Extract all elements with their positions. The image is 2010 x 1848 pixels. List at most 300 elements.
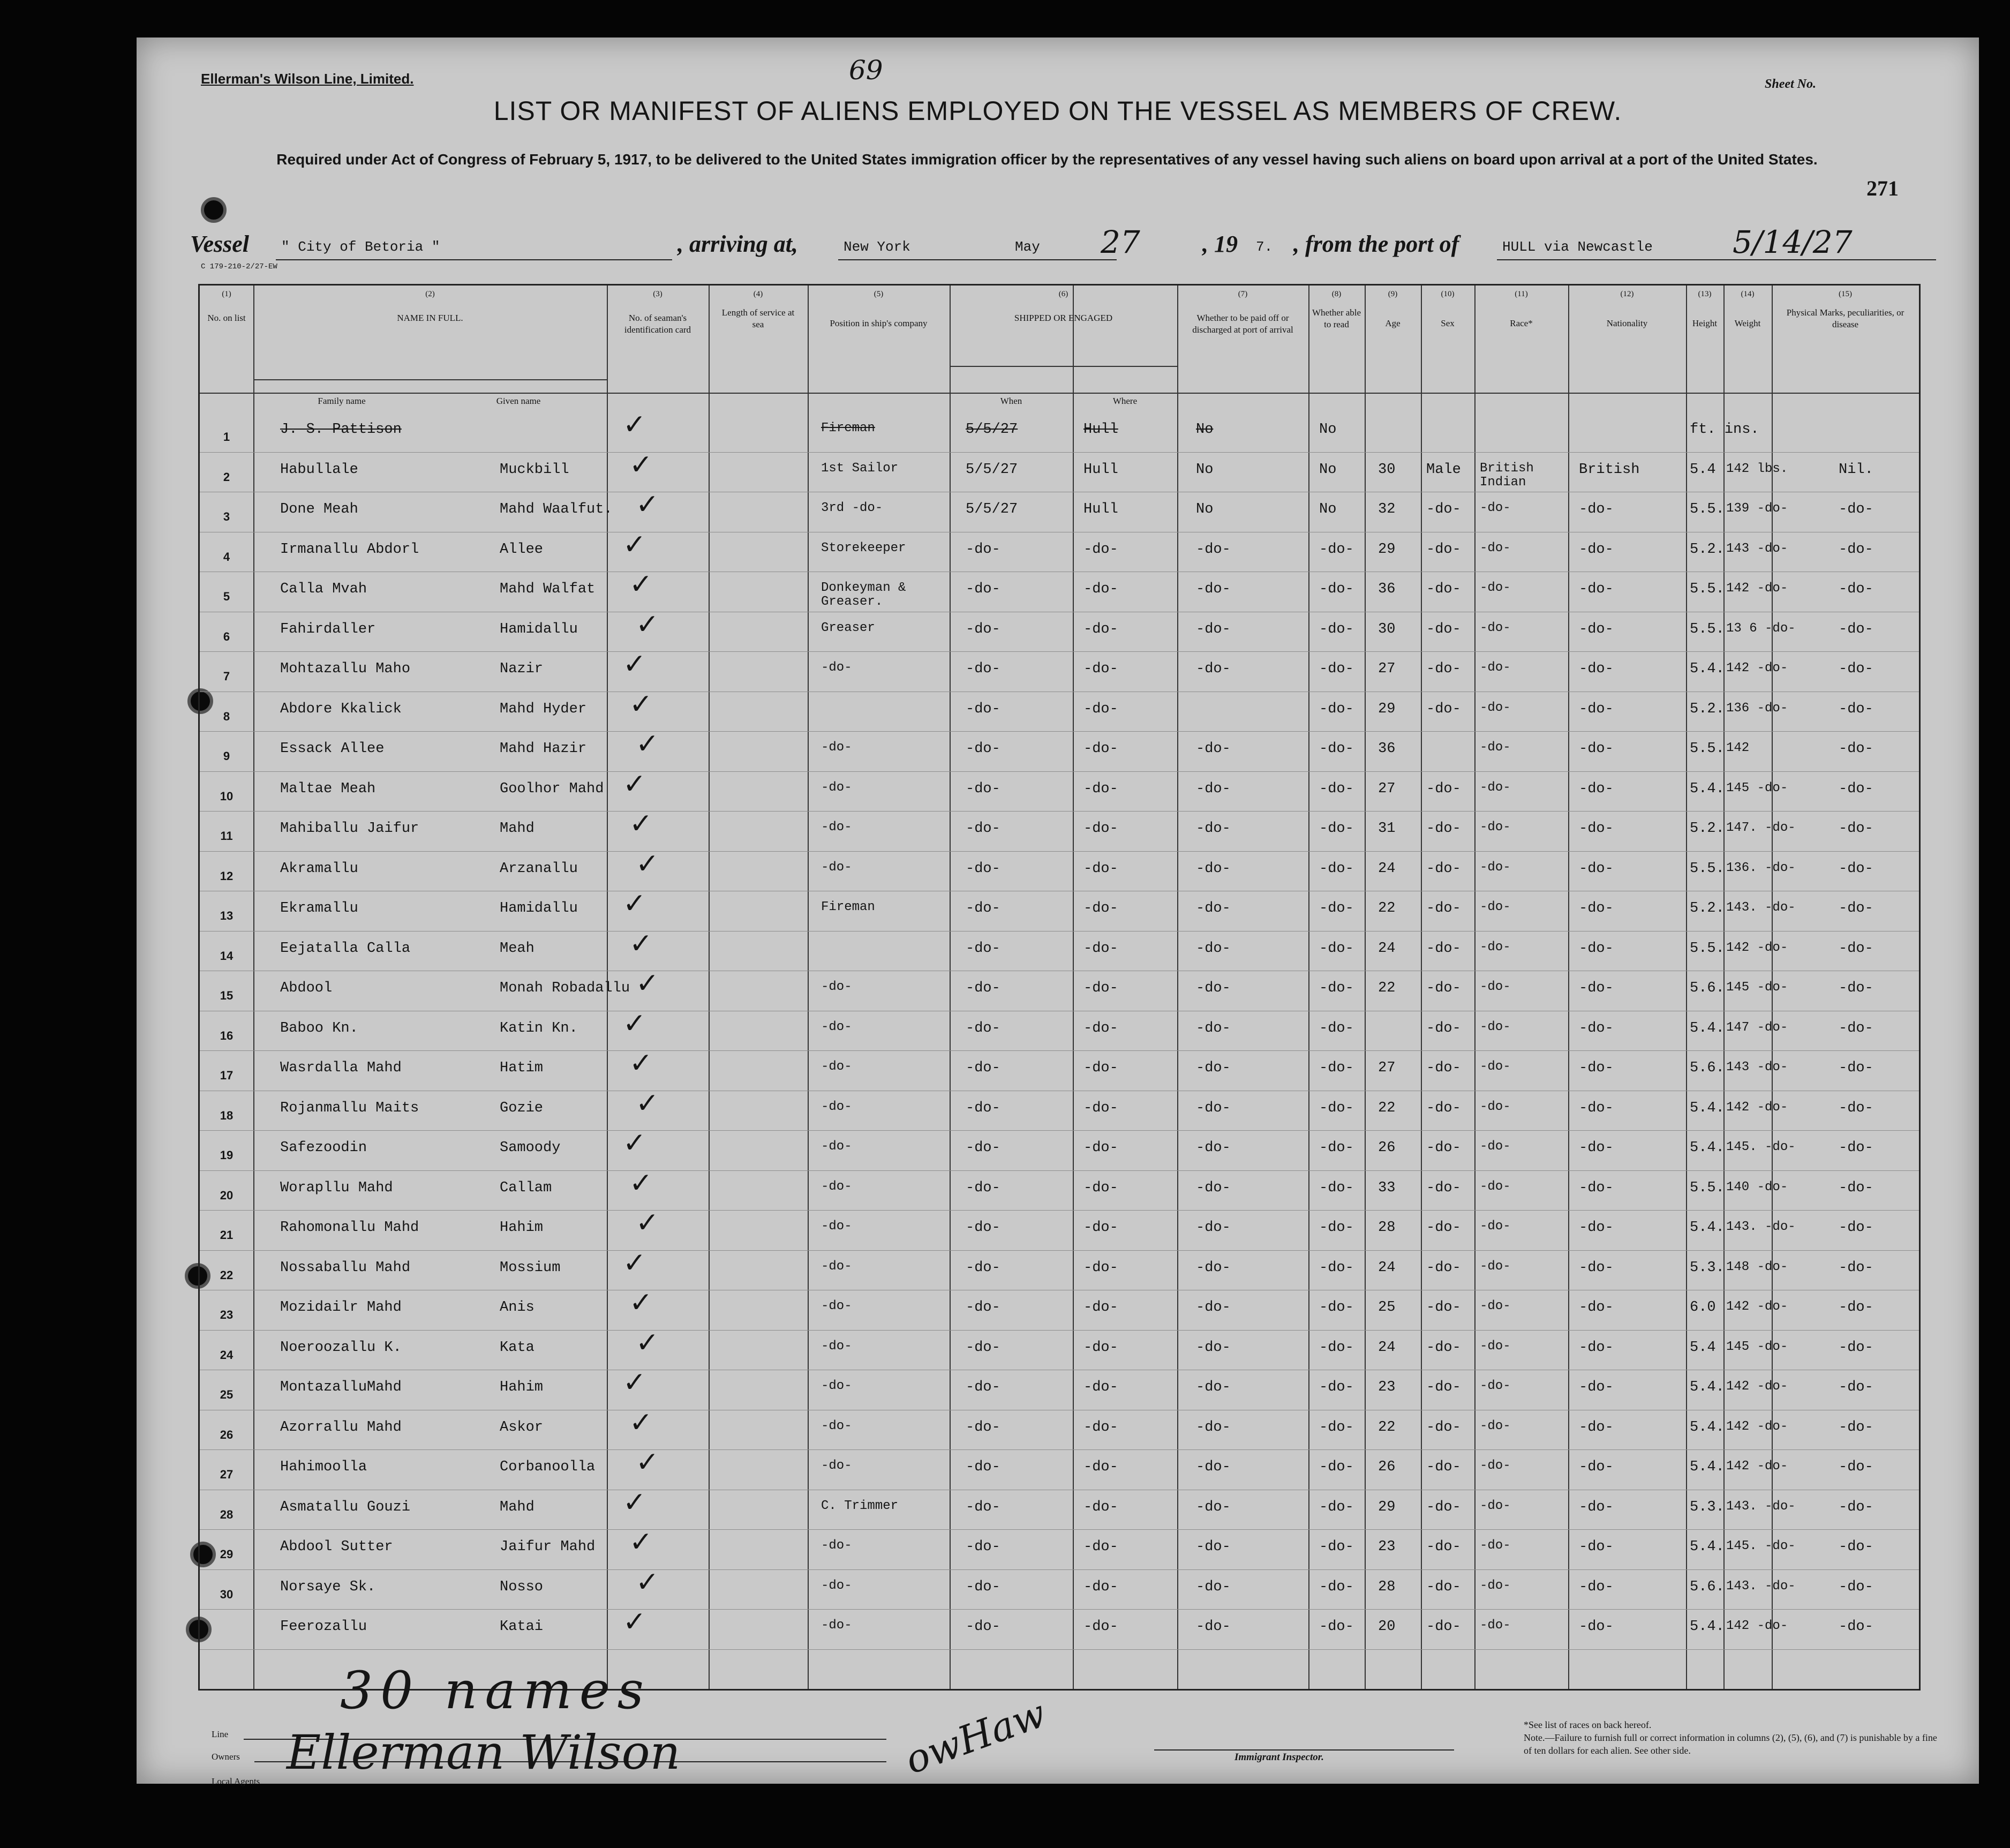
- inspector-label: Immigrant Inspector.: [1234, 1752, 1324, 1763]
- height-cell: ft. ins.: [1690, 422, 1759, 438]
- nationality-cell: -do-: [1579, 1579, 1614, 1595]
- shipped-when-cell: -do-: [966, 1020, 1000, 1036]
- paid-off-cell: -do-: [1196, 1459, 1231, 1475]
- weight-cell: 147 -do-: [1726, 1020, 1788, 1035]
- position-cell: 3rd -do-: [821, 501, 883, 515]
- race-cell: -do-: [1480, 1339, 1511, 1354]
- able-to-read-cell: -do-: [1319, 1020, 1354, 1036]
- paid-off-cell: -do-: [1196, 661, 1231, 677]
- shipped-where-cell: -do-: [1083, 661, 1118, 677]
- height-cell: 5.5.: [1690, 940, 1725, 957]
- shipped-when-cell: -do-: [966, 661, 1000, 677]
- row-number: 18: [220, 1108, 234, 1122]
- height-cell: 5.4.: [1690, 1100, 1725, 1116]
- height-cell: 5.4.: [1690, 1539, 1725, 1555]
- position-cell: -do-: [821, 1418, 852, 1433]
- age-cell: 24: [1378, 860, 1396, 877]
- nationality-cell: -do-: [1579, 980, 1614, 996]
- family-name-cell: Essack Allee: [280, 741, 385, 757]
- race-cell: -do-: [1480, 1060, 1511, 1074]
- sex-cell: -do-: [1426, 701, 1461, 717]
- family-name-cell: Done Meah: [280, 501, 358, 517]
- check-mark-icon: ✓: [623, 1127, 646, 1159]
- shipped-when-cell: -do-: [966, 900, 1000, 917]
- race-cell: -do-: [1480, 1019, 1511, 1034]
- page-number-handwritten: 69: [849, 55, 883, 86]
- position-cell: Storekeeper: [821, 540, 906, 555]
- weight-cell: 13 6 -do-: [1726, 621, 1796, 636]
- sex-cell: -do-: [1426, 581, 1461, 597]
- check-mark-icon: ✓: [623, 409, 646, 441]
- race-cell: -do-: [1480, 1618, 1511, 1633]
- row-number: 17: [220, 1069, 234, 1082]
- age-cell: 22: [1378, 1100, 1396, 1116]
- shipped-where-cell: -do-: [1083, 621, 1118, 637]
- weight-cell: 148 -do-: [1726, 1259, 1788, 1274]
- shipped-where-cell: -do-: [1083, 1100, 1118, 1116]
- nationality-cell: -do-: [1579, 501, 1614, 517]
- able-to-read-cell: -do-: [1319, 980, 1354, 996]
- given-name-cell: Allee: [500, 541, 544, 558]
- age-cell: 25: [1378, 1299, 1396, 1316]
- age-cell: 26: [1378, 1459, 1396, 1475]
- able-to-read-cell: -do-: [1319, 1419, 1354, 1436]
- row-number: 6: [223, 629, 230, 643]
- sex-cell: -do-: [1426, 1539, 1461, 1555]
- manifest-table: [198, 284, 1921, 1691]
- weight-cell: 147. -do-: [1726, 821, 1796, 835]
- shipped-when-cell: -do-: [966, 1299, 1000, 1316]
- paid-off-cell: -do-: [1196, 581, 1231, 597]
- family-name-cell: Safezoodin: [280, 1140, 367, 1156]
- given-name-cell: Samoody: [500, 1140, 561, 1156]
- height-cell: 5.4.: [1690, 1220, 1725, 1236]
- manifest-sheet: [137, 37, 1979, 1784]
- race-cell: -do-: [1480, 1299, 1511, 1313]
- col-number: (12): [1620, 290, 1634, 298]
- sex-cell: -do-: [1426, 541, 1461, 558]
- given-name-cell: Nazir: [500, 661, 544, 677]
- family-name-cell: Rahomonallu Mahd: [280, 1220, 419, 1236]
- family-name-cell: Azorrallu Mahd: [280, 1419, 402, 1436]
- from-label: , from the port of: [1293, 231, 1459, 257]
- able-to-read-cell: -do-: [1319, 541, 1354, 558]
- punch-hole: [201, 197, 227, 223]
- able-to-read-cell: -do-: [1319, 1060, 1354, 1076]
- weight-cell: 142 -do-: [1726, 1459, 1788, 1474]
- sex-cell: -do-: [1426, 1259, 1461, 1276]
- check-mark-icon: ✓: [629, 1047, 653, 1079]
- family-name-cell: Fahirdaller: [280, 621, 376, 637]
- header-sex: Sex: [1441, 318, 1455, 328]
- weight-cell: 145 -do-: [1726, 780, 1788, 795]
- row-number: 7: [223, 670, 230, 683]
- able-to-read-cell: No: [1319, 501, 1337, 517]
- shipped-when-cell: -do-: [966, 701, 1000, 717]
- position-cell: -do-: [821, 660, 852, 675]
- able-to-read-cell: -do-: [1319, 780, 1354, 797]
- family-name-cell: Abdool: [280, 980, 333, 996]
- weight-cell: 136. -do-: [1726, 860, 1796, 875]
- header-position: Position in ship's company: [830, 318, 928, 328]
- position-cell: -do-: [821, 1060, 852, 1074]
- check-mark-icon: ✓: [629, 1406, 653, 1439]
- given-name-cell: Arzanallu: [500, 860, 578, 877]
- paid-off-cell: No: [1196, 501, 1214, 517]
- row-number: 25: [220, 1388, 234, 1401]
- height-cell: 5.4.: [1690, 1140, 1725, 1156]
- paid-off-cell: -do-: [1196, 1539, 1231, 1555]
- physical-marks-cell: -do-: [1839, 1619, 1873, 1635]
- check-mark-icon: ✓: [636, 728, 659, 760]
- check-mark-icon: ✓: [636, 1087, 659, 1120]
- arrival-year: 7.: [1256, 239, 1273, 255]
- nationality-cell: -do-: [1579, 780, 1614, 797]
- row-number: 23: [220, 1308, 234, 1321]
- position-cell: -do-: [821, 1459, 852, 1473]
- height-cell: 5.5.: [1690, 581, 1725, 597]
- row-number: 9: [223, 749, 230, 763]
- weight-cell: 143 -do-: [1726, 1060, 1788, 1075]
- header-nationality: Nationality: [1606, 318, 1648, 328]
- check-mark-icon: ✓: [629, 808, 653, 840]
- age-cell: 29: [1378, 541, 1396, 558]
- family-name-cell: MontazalluMahd: [280, 1379, 402, 1395]
- race-cell: -do-: [1480, 740, 1511, 755]
- paid-off-cell: -do-: [1196, 940, 1231, 957]
- sex-cell: -do-: [1426, 1299, 1461, 1316]
- given-name-cell: Hatim: [500, 1060, 544, 1076]
- row-number: 1: [223, 430, 230, 444]
- header-able-read: Whether able to read: [1312, 307, 1361, 329]
- agent-signature: Ellerman Wilson: [287, 1725, 681, 1780]
- family-name-cell: Maltae Meah: [280, 780, 376, 797]
- family-name-cell: Abdool Sutter: [280, 1539, 393, 1555]
- physical-marks-cell: -do-: [1839, 1140, 1873, 1156]
- nationality-cell: -do-: [1579, 661, 1614, 677]
- position-cell: -do-: [821, 1179, 852, 1194]
- row-number: 14: [220, 949, 234, 963]
- given-name-cell: Gozie: [500, 1100, 544, 1116]
- sex-cell: -do-: [1426, 1379, 1461, 1395]
- height-cell: 5.5.: [1690, 621, 1725, 637]
- header-id-card: No. of seaman's identification card: [624, 313, 691, 335]
- shipped-when-cell: -do-: [966, 621, 1000, 637]
- weight-cell: 142 -do-: [1726, 1299, 1788, 1314]
- weight-cell: 143 -do-: [1726, 541, 1788, 556]
- row-number: 8: [223, 709, 230, 723]
- race-cell: -do-: [1480, 1498, 1511, 1513]
- nationality-cell: -do-: [1579, 741, 1614, 757]
- height-cell: 5.5.: [1690, 741, 1725, 757]
- height-cell: 5.4: [1690, 1339, 1716, 1356]
- position-cell: -do-: [821, 1379, 852, 1393]
- shipped-when-cell: -do-: [966, 1220, 1000, 1236]
- shipped-when-cell: 5/5/27: [966, 461, 1018, 478]
- paid-off-cell: -do-: [1196, 1299, 1231, 1316]
- race-cell: -do-: [1480, 581, 1511, 595]
- sex-cell: -do-: [1426, 1499, 1461, 1515]
- able-to-read-cell: -do-: [1319, 821, 1354, 837]
- check-mark-icon: ✓: [636, 847, 659, 880]
- shipped-where-cell: -do-: [1083, 1619, 1118, 1635]
- able-to-read-cell: -do-: [1319, 1140, 1354, 1156]
- height-cell: 5.5.: [1690, 860, 1725, 877]
- row-number: 28: [220, 1507, 234, 1521]
- age-cell: 28: [1378, 1579, 1396, 1595]
- nationality-cell: -do-: [1579, 701, 1614, 717]
- race-cell: -do-: [1480, 1179, 1511, 1194]
- sex-cell: -do-: [1426, 1579, 1461, 1595]
- family-name-cell: Mozidailr Mahd: [280, 1299, 402, 1316]
- physical-marks-cell: -do-: [1839, 1379, 1873, 1395]
- page-subtitle: Required under Act of Congress of February 5, 1917, to be delivered to the United States immigration officer by the representatives of any vessel having such aliens on board upon arrival at a port of the United States.: [276, 151, 1818, 168]
- header-paid-off: Whether to be paid off or discharged at port of arrival: [1192, 313, 1293, 335]
- shipped-where-cell: Hull: [1083, 461, 1118, 478]
- height-cell: 5.3.: [1690, 1499, 1725, 1515]
- family-name-cell: Habullale: [280, 461, 358, 478]
- shipped-when-cell: -do-: [966, 1180, 1000, 1196]
- physical-marks-cell: -do-: [1839, 860, 1873, 877]
- height-cell: 5.4.: [1690, 1419, 1725, 1436]
- nationality-cell: -do-: [1579, 1060, 1614, 1076]
- height-cell: 5.2.: [1690, 701, 1725, 717]
- height-cell: 5.2.: [1690, 900, 1725, 917]
- position-cell: -do-: [821, 740, 852, 755]
- family-name-cell: Worapllu Mahd: [280, 1180, 393, 1196]
- vessel-name: " City of Betoria ": [281, 239, 440, 255]
- row-number: 26: [220, 1428, 234, 1441]
- nationality-cell: -do-: [1579, 1020, 1614, 1036]
- sex-cell: -do-: [1426, 780, 1461, 797]
- sex-cell: Male: [1426, 461, 1461, 478]
- height-cell: 5.6.: [1690, 980, 1725, 996]
- age-cell: 36: [1378, 741, 1396, 757]
- position-cell: -do-: [821, 780, 852, 795]
- position-cell: Fireman: [821, 421, 875, 435]
- row-number: 30: [220, 1587, 234, 1601]
- able-to-read-cell: -do-: [1319, 661, 1354, 677]
- family-name-cell: Asmatallu Gouzi: [280, 1499, 411, 1515]
- check-mark-icon: ✓: [629, 1526, 653, 1558]
- physical-marks-cell: -do-: [1839, 1100, 1873, 1116]
- paid-off-cell: No: [1196, 461, 1214, 478]
- race-cell: -do-: [1480, 700, 1511, 715]
- position-cell: -do-: [821, 820, 852, 835]
- shipped-where-cell: Hull: [1083, 501, 1118, 517]
- physical-marks-cell: -do-: [1839, 1539, 1873, 1555]
- able-to-read-cell: -do-: [1319, 1579, 1354, 1595]
- paid-off-cell: -do-: [1196, 780, 1231, 797]
- header-given-name: Given name: [496, 396, 541, 406]
- physical-marks-cell: -do-: [1839, 1339, 1873, 1356]
- nationality-cell: -do-: [1579, 860, 1614, 877]
- paid-off-cell: -do-: [1196, 1379, 1231, 1395]
- shipped-where-cell: -do-: [1083, 741, 1118, 757]
- vessel-line: [190, 224, 1979, 268]
- weight-cell: 145 -do-: [1726, 1339, 1788, 1354]
- height-cell: 5.2.: [1690, 821, 1725, 837]
- header-shipped: SHIPPED OR ENGAGED: [1014, 313, 1113, 323]
- col-number: (9): [1388, 290, 1398, 298]
- position-cell: Donkeyman & Greaser.: [821, 581, 906, 609]
- able-to-read-cell: -do-: [1319, 940, 1354, 957]
- shipped-where-cell: -do-: [1083, 1459, 1118, 1475]
- given-name-cell: Jaifur Mahd: [500, 1539, 596, 1555]
- sheet-number: 271: [1866, 176, 1899, 200]
- paid-off-cell: -do-: [1196, 821, 1231, 837]
- check-mark-icon: ✓: [623, 1486, 646, 1519]
- shipped-where-cell: -do-: [1083, 1539, 1118, 1555]
- given-name-cell: Mossium: [500, 1259, 561, 1276]
- position-cell: C. Trimmer: [821, 1498, 899, 1513]
- position-cell: Fireman: [821, 900, 875, 914]
- family-name-cell: Irmanallu Abdorl: [280, 541, 419, 558]
- check-mark-icon: ✓: [636, 608, 659, 641]
- paid-off-cell: -do-: [1196, 860, 1231, 877]
- paid-off-cell: -do-: [1196, 1220, 1231, 1236]
- age-cell: 33: [1378, 1180, 1396, 1196]
- paid-off-cell: -do-: [1196, 1619, 1231, 1635]
- given-name-cell: Katai: [500, 1619, 544, 1635]
- physical-marks-cell: -do-: [1839, 1499, 1873, 1515]
- given-name-cell: Hahim: [500, 1220, 544, 1236]
- given-name-cell: Muckbill: [500, 461, 569, 478]
- family-name-cell: Calla Mvah: [280, 581, 367, 597]
- penalty-note: Note.—Failure to furnish full or correct information in columns (2), (5), (6), and (7) is punishable by a fine of ten dollars for each alien. See other side.: [1524, 1732, 1937, 1756]
- sex-cell: -do-: [1426, 1459, 1461, 1475]
- check-mark-icon: ✓: [629, 688, 653, 720]
- row-number: 15: [220, 989, 234, 1002]
- check-mark-icon: ✓: [623, 768, 646, 800]
- row-number: 16: [220, 1028, 234, 1042]
- shipped-when-cell: -do-: [966, 741, 1000, 757]
- height-cell: 5.2.: [1690, 541, 1725, 558]
- age-cell: 27: [1378, 780, 1396, 797]
- row-number: 11: [220, 829, 233, 843]
- check-mark-icon: ✓: [636, 1207, 659, 1239]
- able-to-read-cell: No: [1319, 422, 1337, 438]
- weight-cell: 142 -do-: [1726, 581, 1788, 596]
- position-cell: -do-: [821, 1219, 852, 1234]
- shipped-when-cell: -do-: [966, 1140, 1000, 1156]
- height-cell: 5.4.: [1690, 661, 1725, 677]
- col-number: (3): [653, 290, 663, 298]
- check-mark-icon: ✓: [636, 489, 659, 521]
- physical-marks-cell: -do-: [1839, 581, 1873, 597]
- shipped-when-cell: -do-: [966, 1339, 1000, 1356]
- weight-cell: 142 -do-: [1726, 1100, 1788, 1115]
- able-to-read-cell: -do-: [1319, 1539, 1354, 1555]
- weight-cell: 142: [1726, 741, 1750, 755]
- nationality-cell: -do-: [1579, 541, 1614, 558]
- sex-cell: -do-: [1426, 1100, 1461, 1116]
- able-to-read-cell: -do-: [1319, 1619, 1354, 1635]
- arrival-day: 27: [1101, 224, 1140, 260]
- position-cell: -do-: [821, 1578, 852, 1593]
- height-cell: 5.4.: [1690, 1619, 1725, 1635]
- nationality-cell: -do-: [1579, 1339, 1614, 1356]
- race-cell: -do-: [1480, 1099, 1511, 1114]
- row-number: 5: [223, 590, 230, 603]
- family-name-cell: Mahiballu Jaifur: [280, 821, 419, 837]
- header-no-on-list: No. on list: [207, 313, 246, 323]
- position-cell: -do-: [821, 1099, 852, 1114]
- row-number: 27: [220, 1468, 234, 1481]
- nationality-cell: -do-: [1579, 900, 1614, 917]
- race-cell: -do-: [1480, 660, 1511, 675]
- race-cell: -do-: [1480, 1259, 1511, 1274]
- nationality-cell: British: [1579, 461, 1640, 478]
- family-name-cell: Baboo Kn.: [280, 1020, 358, 1036]
- race-cell: -do-: [1480, 540, 1511, 555]
- check-mark-icon: ✓: [623, 648, 646, 680]
- weight-cell: 145 -do-: [1726, 980, 1788, 995]
- height-cell: 5.4.: [1690, 1459, 1725, 1475]
- physical-marks-cell: -do-: [1839, 1579, 1873, 1595]
- position-cell: -do-: [821, 1139, 852, 1154]
- weight-cell: 142 -do-: [1726, 1619, 1788, 1633]
- sex-cell: -do-: [1426, 1619, 1461, 1635]
- shipped-when-cell: -do-: [966, 821, 1000, 837]
- position-cell: -do-: [821, 1299, 852, 1313]
- given-name-cell: Anis: [500, 1299, 535, 1316]
- given-name-cell: Askor: [500, 1419, 544, 1436]
- shipped-where-cell: -do-: [1083, 980, 1118, 996]
- col-number: (11): [1515, 290, 1528, 298]
- age-cell: 24: [1378, 1259, 1396, 1276]
- shipped-when-cell: -do-: [966, 1539, 1000, 1555]
- nationality-cell: -do-: [1579, 1379, 1614, 1395]
- shipped-when-cell: 5/5/27: [966, 501, 1018, 517]
- header-where: Where: [1112, 396, 1138, 406]
- col-number: (7): [1238, 290, 1248, 298]
- shipped-when-cell: -do-: [966, 1259, 1000, 1276]
- races-note: *See list of races on back hereof.: [1524, 1719, 1652, 1730]
- shipped-when-cell: -do-: [966, 780, 1000, 797]
- paid-off-cell: -do-: [1196, 1339, 1231, 1356]
- col-number: (15): [1839, 290, 1852, 298]
- weight-cell: 145. -do-: [1726, 1140, 1796, 1154]
- height-cell: 5.3.: [1690, 1259, 1725, 1276]
- family-name-cell: Noeroozallu K.: [280, 1339, 402, 1356]
- company-name: Ellerman's Wilson Line, Limited.: [201, 71, 414, 87]
- shipped-where-cell: -do-: [1083, 1220, 1118, 1236]
- check-mark-icon: ✓: [629, 568, 653, 600]
- weight-cell: 142 lbs.: [1726, 461, 1788, 476]
- sex-cell: -do-: [1426, 501, 1461, 517]
- header-when: When: [1000, 396, 1022, 406]
- check-mark-icon: ✓: [623, 528, 646, 561]
- position-cell: -do-: [821, 980, 852, 994]
- physical-marks-cell: -do-: [1839, 1020, 1873, 1036]
- age-cell: 28: [1378, 1220, 1396, 1236]
- weight-cell: 142 -do-: [1726, 661, 1788, 675]
- paid-off-cell: -do-: [1196, 541, 1231, 558]
- sex-cell: -do-: [1426, 621, 1461, 637]
- physical-marks-cell: -do-: [1839, 821, 1873, 837]
- family-name-cell: Abdore Kkalick: [280, 701, 402, 717]
- family-name-cell: Mohtazallu Maho: [280, 661, 411, 677]
- row-number: 3: [223, 510, 230, 523]
- sex-cell: -do-: [1426, 1339, 1461, 1356]
- weight-cell: 142 -do-: [1726, 1379, 1788, 1394]
- row-number: 22: [220, 1268, 234, 1282]
- form-code: C 179-210-2/27-EW: [201, 262, 277, 271]
- able-to-read-cell: -do-: [1319, 1100, 1354, 1116]
- shipped-when-cell: 5/5/27: [966, 422, 1018, 438]
- able-to-read-cell: -do-: [1319, 741, 1354, 757]
